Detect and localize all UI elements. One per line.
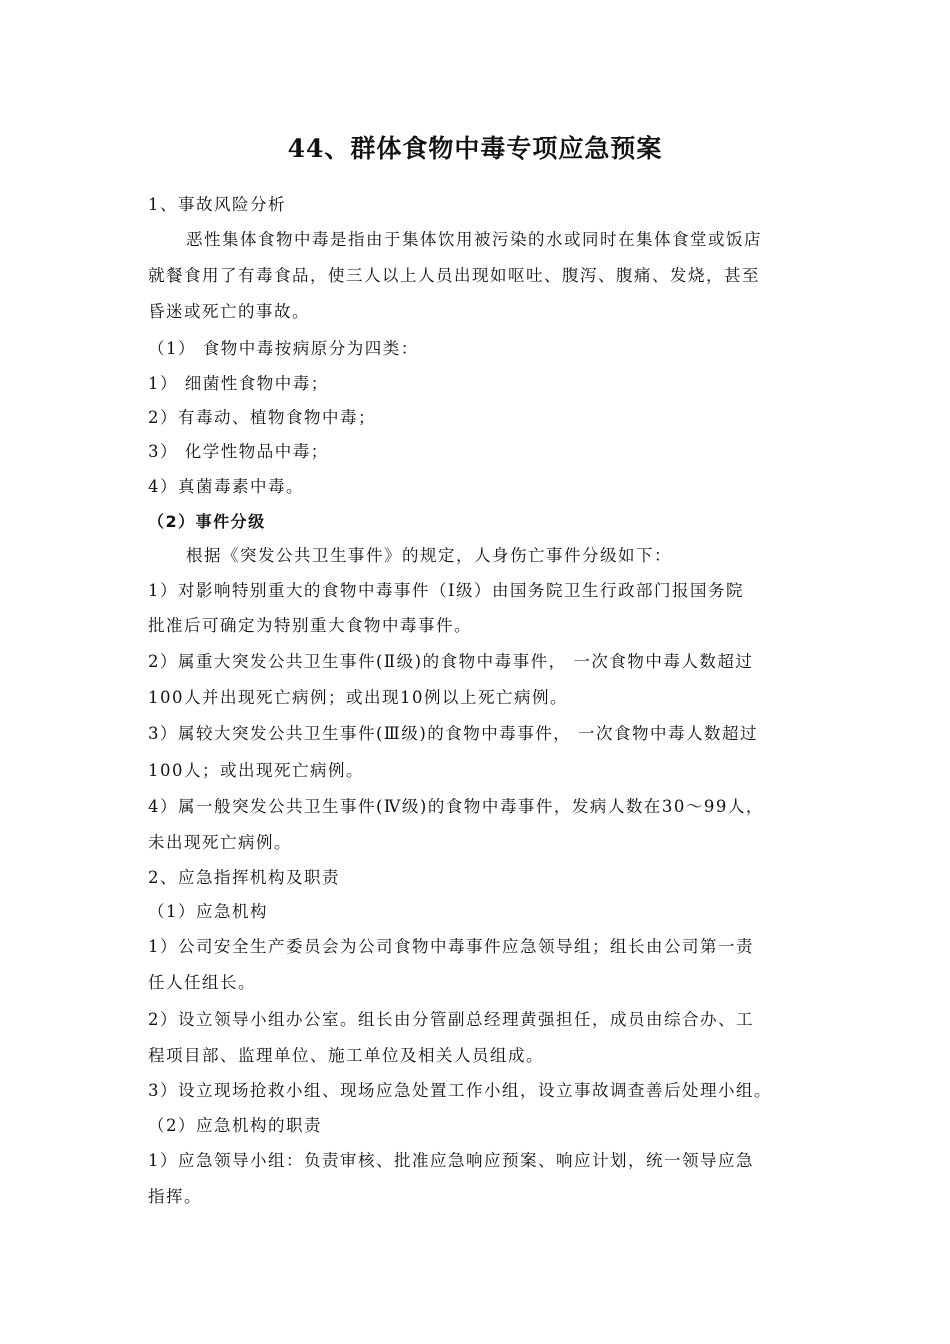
paragraph-line: 就餐食用了有毒食品，使三人以上人员出现如呕吐、腹泻、腹痛、发烧，甚至	[148, 266, 760, 285]
list-item: 4）属一般突发公共卫生事件(Ⅳ级)的食物中毒事件，发病人数在30～99人，	[148, 797, 764, 816]
list-item: 2）设立领导小组办公室。组长由分管副总经理黄强担任，成员由综合办、工	[148, 1010, 754, 1029]
subheading: （2）应急机构的职责	[148, 1116, 322, 1135]
paragraph-line: 未出现死亡病例。	[148, 833, 292, 852]
list-item: 1）应急领导小组：负责审核、批准应急响应预案、响应计划，统一领导应急	[148, 1151, 754, 1170]
document-title: 44、群体食物中毒专项应急预案	[287, 134, 663, 163]
subheading-bold: （2）事件分级	[148, 512, 266, 531]
paragraph-line: 批准后可确定为特别重大食物中毒事件。	[148, 616, 472, 635]
paragraph-line: 100人并出现死亡病例；或出现10例以上死亡病例。	[148, 688, 568, 707]
subheading: （1）应急机构	[148, 902, 268, 921]
paragraph-line: 指挥。	[148, 1187, 202, 1206]
subheading: （1） 食物中毒按病原分为四类：	[148, 339, 419, 358]
paragraph-line: 程项目部、监理单位、施工单位及相关人员组成。	[148, 1046, 544, 1065]
list-item: 1）对影响特别重大的食物中毒事件（Ⅰ级）由国务院卫生行政部门报国务院	[148, 581, 745, 600]
section-heading: 1、事故风险分析	[148, 195, 286, 214]
paragraph-line: 昏迷或死亡的事故。	[148, 302, 310, 321]
list-item: 3）设立现场抢救小组、现场应急处置工作小组，设立事故调查善后处理小组。	[148, 1081, 772, 1100]
paragraph-line: 恶性集体食物中毒是指由于集体饮用被污染的水或同时在集体食堂或饭店	[186, 230, 762, 249]
list-item: 4）真菌毒素中毒。	[148, 477, 304, 496]
paragraph-line: 任人任组长。	[148, 973, 256, 992]
list-item: 1） 细菌性食物中毒；	[148, 374, 329, 393]
paragraph-line: 100人；或出现死亡病例。	[148, 761, 364, 780]
list-item: 1）公司安全生产委员会为公司食物中毒事件应急领导组；组长由公司第一责	[148, 937, 754, 956]
list-item: 2）有毒动、植物食物中毒；	[148, 408, 376, 427]
list-item: 3）属较大突发公共卫生事件(Ⅲ级)的食物中毒事件， 一次食物中毒人数超过	[148, 724, 759, 743]
section-heading: 2、应急指挥机构及职责	[148, 868, 340, 887]
paragraph-line: 根据《突发公共卫生事件》的规定，人身伤亡事件分级如下：	[186, 546, 672, 565]
list-item: 3） 化学性物品中毒；	[148, 442, 329, 461]
list-item: 2）属重大突发公共卫生事件(Ⅱ级)的食物中毒事件， 一次食物中毒人数超过	[148, 652, 754, 671]
